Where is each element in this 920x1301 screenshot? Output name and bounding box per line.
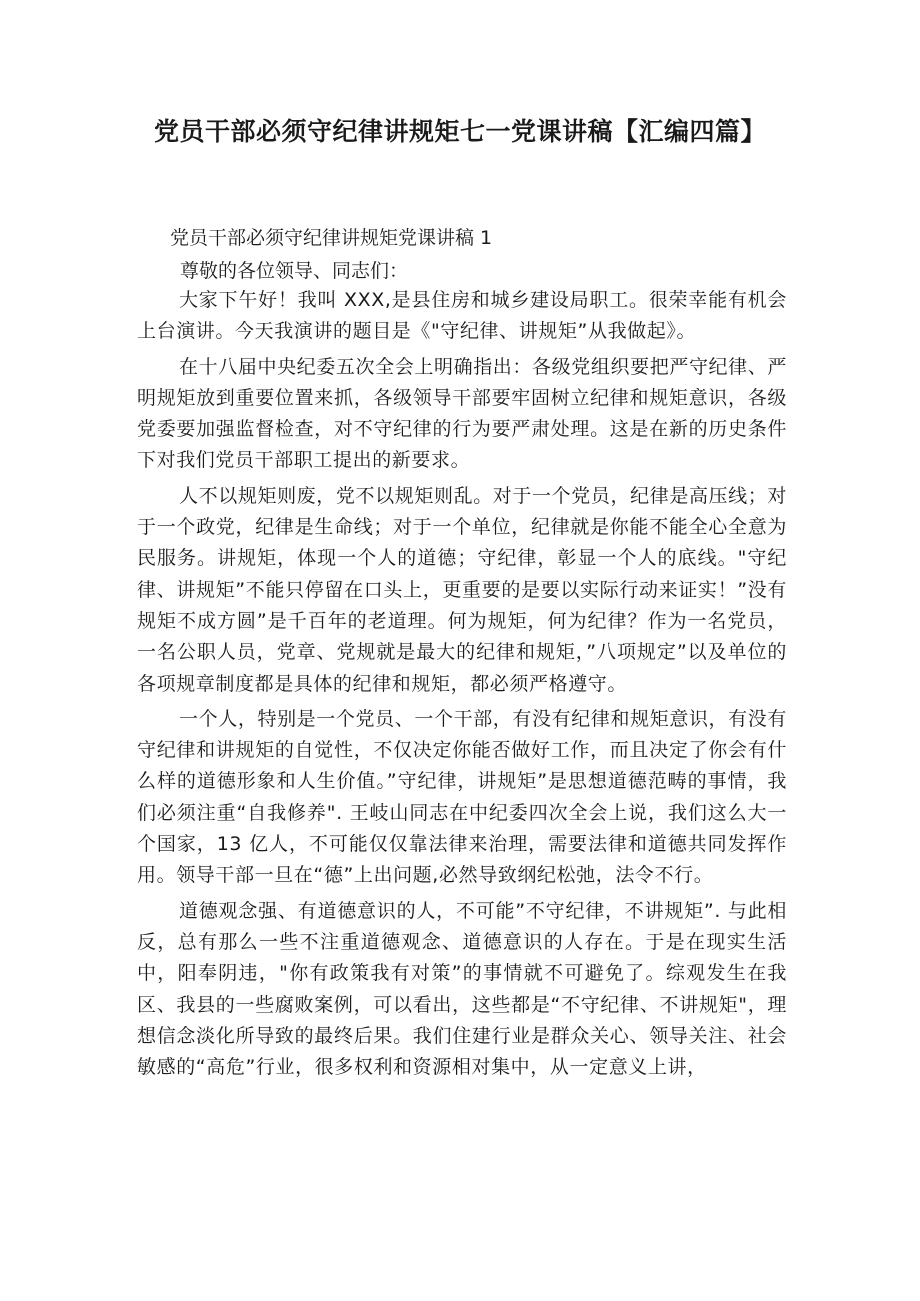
paragraph-3: 人不以规矩则废，党不以规矩则乱。对于一个党员，纪律是高压线；对于一个政党，纪律是生命线；对于一个单位，纪律就是你能不能全心全意为民服务。讲规矩，体现一个人的道德；守纪律，彰显一个人的底线。"守纪律、讲规矩”不能只停留在口头上，更重要的是要以实际行动来证实！”没有规矩不成方圆”是千百年的老道理。何为规矩，何为纪律？作为一名党员，一名公职人员，党章、党规就是最大的纪律和规矩，”八项规定”以及单位的各项规章制度都是具体的纪律和规矩，都必须严格遵守。: [137, 484, 787, 695]
section-subtitle: 党员干部必须守纪律讲规矩党课讲稿 1: [170, 227, 493, 249]
body-text: [137, 285, 787, 1085]
paragraph-2: 在十八届中央纪委五次全会上明确指出：各级党组织要把严守纪律、严明规矩放到重要位置来抓，各级领导干部要牢固树立纪律和规矩意识，各级党委要加强监督检查，对不守纪律的行为要严肃处理。这是在新的历史条件下对我们党员干部职工提出的新要求。: [137, 355, 787, 472]
paragraph-1: 大家下午好！我叫 XXX,是县住房和城乡建设局职工。很荣幸能有机会上台演讲。今天我演讲的题目是《"守纪律、讲规矩”从我做起》。: [137, 289, 787, 343]
paragraph-4: 一个人，特别是一个党员、一个干部，有没有纪律和规矩意识，有没有守纪律和讲规矩的自觉性，不仅决定你能否做好工作，而且决定了你会有什么样的道德形象和人生价值。”守纪律，讲规矩”是思想道德范畴的事情，我们必须注重“自我修养". 王岐山同志在中纪委四次全会上说，我们这么大一个国家，13 亿人，不可能仅仅靠法律来治理，需要法律和道德共同发挥作用。领导干部一旦在“德”上出问题,必然导致纲纪松弛，法令不行。: [137, 707, 787, 887]
greeting-line: 尊敬的各位领导、同志们：: [180, 260, 409, 282]
document-title: 党员干部必须守纪律讲规矩七一党课讲稿【汇编四篇】: [153, 117, 766, 146]
paragraph-5: 道德观念强、有道德意识的人，不可能”不守纪律，不讲规矩”. 与此相反，总有那么一些不注重道德观念、道德意识的人存在。于是在现实生活中，阳奉阴违，"你有政策我有对策”的事情就不可避免了。综观发生在我区、我县的一些腐败案例，可以看出，这些都是“不守纪律、不讲规矩"，理想信念淡化所导致的最终后果。我们住建行业是群众关心、领导关注、社会敏感的“高危”行业，很多权利和资源相对集中，从一定意义上讲，: [137, 899, 787, 1079]
